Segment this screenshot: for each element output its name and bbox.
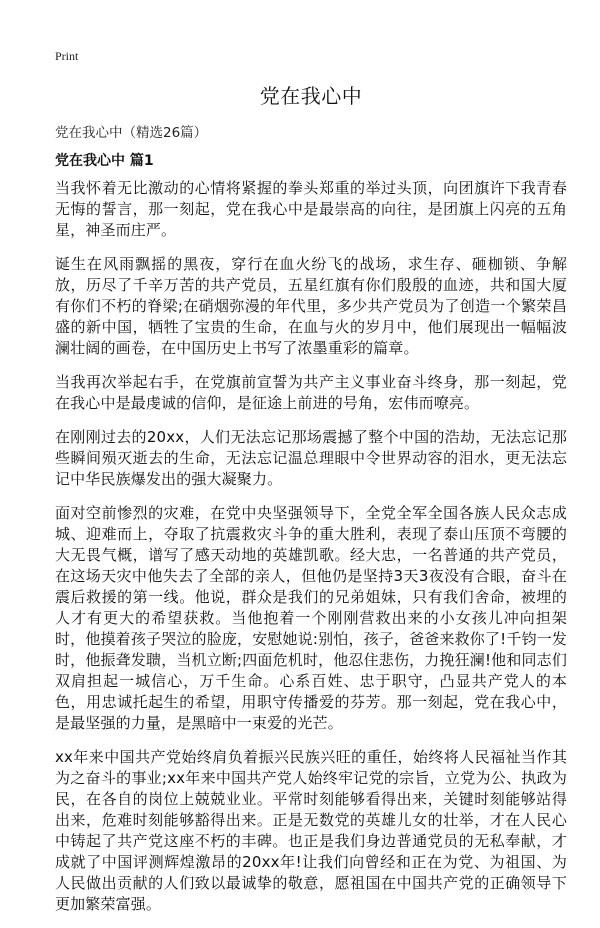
document-subtitle: 党在我心中（精选26篇） <box>55 125 208 141</box>
paragraph: 当我怀着无比激动的心情将紧握的拳头郑重的举过头顶，向团旗许下我青春无悔的誓言，那一刻起，党在我心中是最崇高的向往，是团旗上闪亮的五角星，神圣而庄严。 <box>55 179 567 239</box>
document-body <box>55 178 567 928</box>
paragraph: 诞生在风雨飘摇的黑夜，穿行在血火纷飞的战场，求生存、砸枷锁、争解放，历尽了千辛万苦的共产党员，五星红旗有你们殷殷的血迹，共和国大厦有你们不朽的脊梁;在硝烟弥漫的年代里，多少共产党员为了创造一个繁荣昌盛的新中国，牺牲了宝贵的生命，在血与火的岁月中，他们展现出一幅幅波澜壮阔的画卷，在中国历史上书写了浓墨重彩的篇章。 <box>55 255 567 357</box>
paragraph: 当我再次举起右手，在党旗前宣誓为共产主义事业奋斗终身，那一刻起，党在我心中是最虔诚的信仰，是征途上前进的号角，宏伟而嘹亮。 <box>55 373 567 412</box>
section-heading: 党在我心中 篇1 <box>55 153 154 169</box>
paragraph: 在刚刚过去的20xx，人们无法忘记那场震撼了整个中国的浩劫，无法忘记那些瞬间殒灭逝去的生命，无法忘记温总理眼中令世界动容的泪水，更无法忘记中华民族爆发出的强大凝聚力。 <box>55 428 567 488</box>
paragraph: xx年来中国共产党始终肩负着振兴民族兴旺的重任，始终将人民福祉当作其为之奋斗的事业;xx年来中国共产党人始终牢记党的宗旨，立党为公、执政为民，在各自的岗位上兢兢业业。平常时刻能够看得出来，关键时刻能够站得出来，危难时刻能够豁得出来。正是无数党的英雄儿女的壮举，才在人民心中铸起了共产党这座不朽的丰碑。也正是我们身边普通党员的无私奉献，才成就了中国评测辉煌激昂的20xx年!让我们向曾经和正在为党、为祖国、为人民做出贡献的人们致以最诚挚的敬意，愿祖国在中国共产党的正确领导下更加繁荣富强。 <box>55 748 567 913</box>
document-title: 党在我心中 <box>259 84 363 108</box>
print-label: Print <box>55 49 79 63</box>
paragraph: 面对空前惨烈的灾难，在党中央坚强领导下，全党全军全国各族人民众志成城、迎难而上，夺取了抗震救灾斗争的重大胜利，表现了泰山压顶不弯腰的大无畏气概，谱写了感天动地的英雄凯歌。经大忠，一名普通的共产党员，在这场天灾中他失去了全部的亲人，但他仍是坚持3天3夜没有合眼，奋斗在震后救援的第一线。他说，群众是我们的兄弟姐妹，只有我们舍命，被埋的人才有更大的希望获救。当他抱着一个刚刚营救出来的小女孩儿冲向担架时，他摸着孩子哭泣的脸庞，安慰她说:别怕，孩子，爸爸来救你了!千钧一发时，他振聋发聩，当机立断;四面危机时，他忍住悲伤，力挽狂澜!他和同志们双肩担起一城信心，万千生命。心系百姓、忠于职守，凸显共产党人的本色，用忠诚托起生的希望，用职守传播爱的芬芳。那一刻起，党在我心中，是最坚强的力量，是黑暗中一束爱的光芒。 <box>55 504 567 732</box>
